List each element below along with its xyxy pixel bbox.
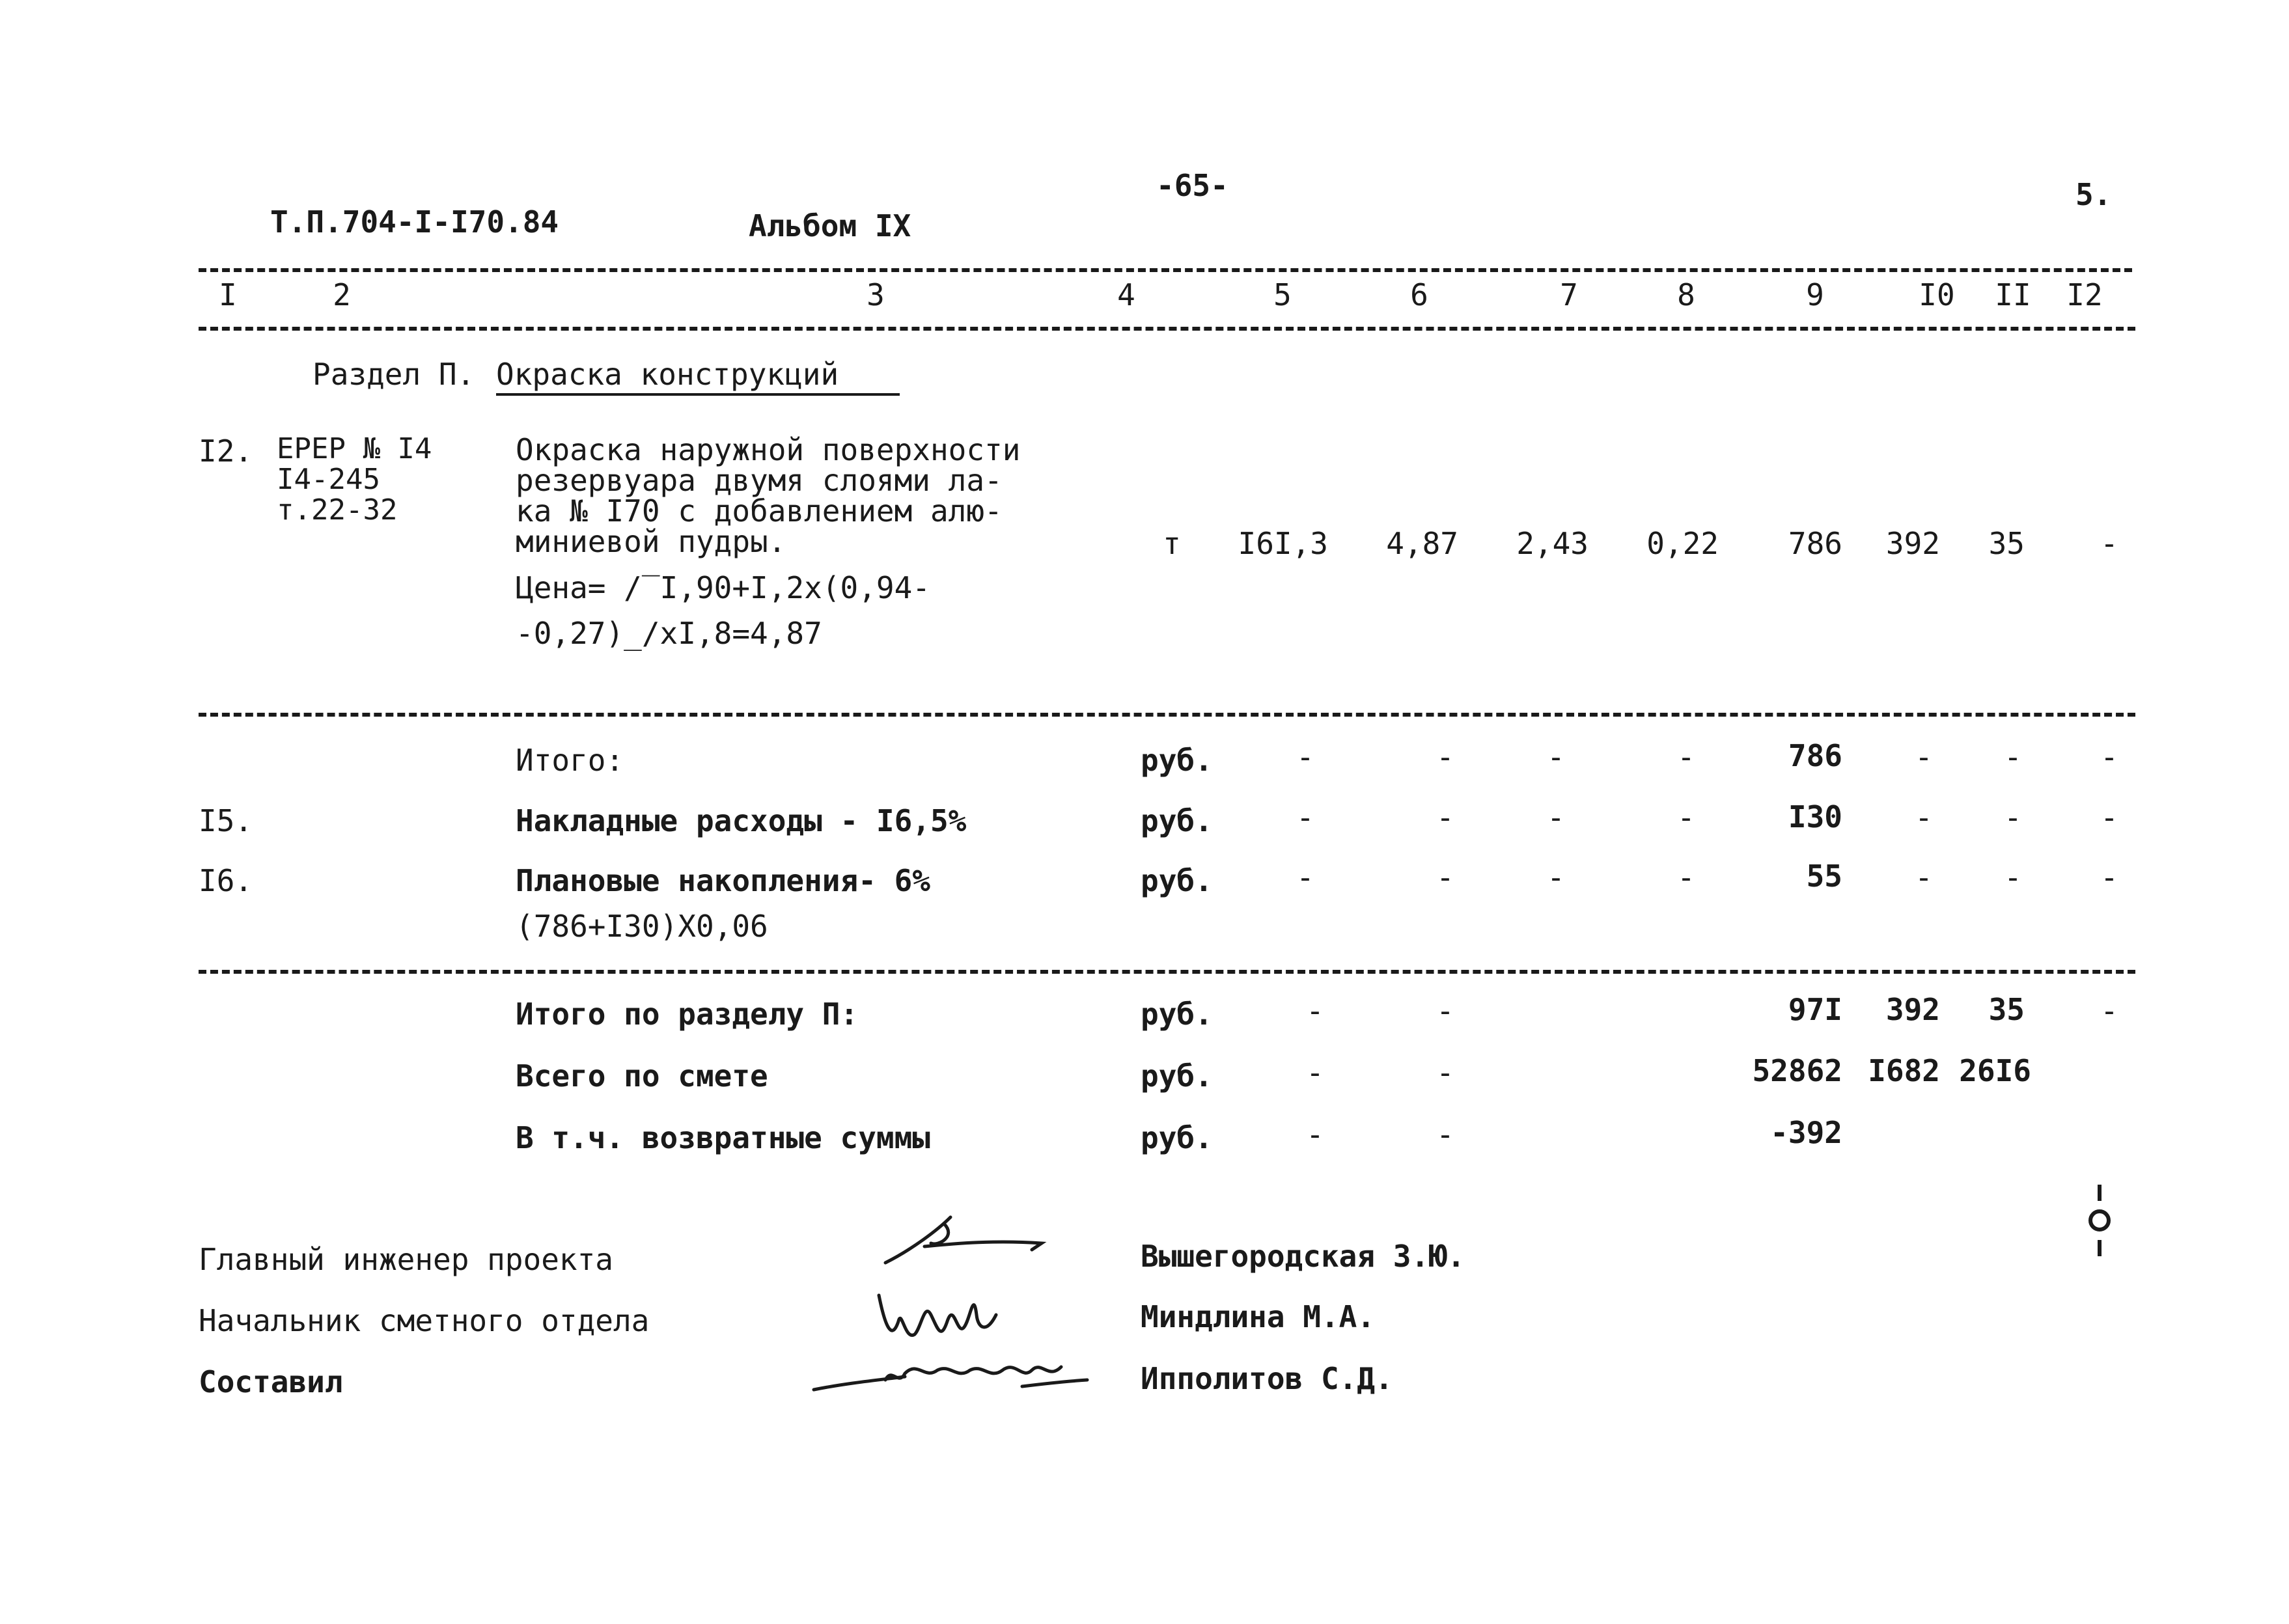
section-total-col6: - (1436, 993, 1454, 1028)
item15-col5: - (1296, 800, 1314, 835)
grand-total-col10: I682 (1868, 1053, 1940, 1088)
item16-label: Плановые накопления- 6% (516, 863, 930, 898)
item12-code-line-2: I4-245 (277, 463, 380, 496)
section-total-col11: 35 (1988, 992, 2025, 1027)
subtotal-col12: - (2100, 739, 2118, 775)
column-header-12: I2 (2066, 277, 2103, 312)
refund-col9: -392 (1770, 1115, 1842, 1150)
refund-col5: - (1306, 1117, 1324, 1152)
signature-name-2: Миндлина М.А. (1141, 1299, 1376, 1334)
item12-desc-line-3: ка № I70 с добавлением алю- (516, 493, 1003, 529)
section-total-unit: руб. (1141, 997, 1213, 1032)
page-number: -65- (1156, 168, 1228, 203)
item12-desc-line-1: Окраска наружной поверхности (516, 432, 1021, 467)
section-total-col9: 97I (1788, 992, 1842, 1027)
header-bottom-rule (199, 327, 2135, 331)
column-header-11: II (1995, 277, 2031, 312)
grand-total-col5: - (1306, 1055, 1324, 1090)
subtotal-col10: - (1915, 739, 1933, 775)
signature-name-3: Ипполитов С.Д. (1141, 1361, 1393, 1396)
sheet-mark: 5. (2075, 177, 2112, 212)
item12-code-line-3: т.22-32 (277, 493, 398, 527)
section-prefix: Раздел П. (312, 357, 475, 392)
item15-unit: руб. (1141, 803, 1213, 838)
item15-col12: - (2100, 800, 2118, 835)
subtotal-col9: 786 (1788, 738, 1842, 773)
item15-col8: - (1677, 800, 1695, 835)
column-header-8: 8 (1677, 277, 1695, 312)
subtotal-col11: - (2004, 739, 2022, 775)
section-total-col12: - (2100, 993, 2118, 1028)
grand-total-col6: - (1436, 1055, 1454, 1090)
handwritten-signature-3 (807, 1341, 1094, 1399)
handwritten-signature-1 (866, 1211, 1061, 1269)
column-header-1: I (219, 277, 237, 312)
signature-role-3: Составил (199, 1364, 343, 1399)
column-header-7: 7 (1560, 277, 1578, 312)
refund-label: В т.ч. возвратные суммы (516, 1120, 930, 1155)
subtotal-col8: - (1677, 739, 1695, 775)
grand-total-label: Всего по смете (516, 1058, 768, 1094)
item16-formula: (786+I30)Х0,06 (516, 909, 768, 944)
item12-price-line-2: -0,27)_/хI,8=4,87 (516, 616, 822, 651)
item12-price-line-1: Цена= /‾I,90+I,2х(0,94- (516, 570, 930, 605)
signature-role-1: Главный инженер проекта (199, 1242, 613, 1277)
subtotal-label: Итого: (516, 743, 624, 778)
item12-code-line-1: ЕРЕР № I4 (277, 432, 432, 465)
item15-col6: - (1436, 800, 1454, 835)
item16-number: I6. (199, 863, 253, 898)
section-title: Окраска конструкций (496, 359, 900, 396)
header-top-rule (199, 268, 2132, 272)
subtotal-col5: - (1296, 739, 1314, 775)
item12-col9: 786 (1788, 526, 1842, 561)
item15-label: Накладные расходы - I6,5% (516, 803, 967, 838)
item12-col10: 392 (1885, 526, 1940, 561)
grand-total-col9: 52862 (1752, 1053, 1842, 1088)
column-header-3: 3 (867, 277, 885, 312)
item15-col7: - (1547, 800, 1565, 835)
item16-col12: - (2100, 860, 2118, 895)
subtotal-unit: руб. (1141, 743, 1213, 778)
album-label: Альбом IX (749, 208, 911, 243)
column-header-9: 9 (1806, 277, 1824, 312)
item12-col12: - (2100, 526, 2118, 561)
item12-col7: 2,43 (1516, 526, 1588, 561)
column-header-2: 2 (333, 277, 351, 312)
item12-col5: I6I,3 (1238, 526, 1328, 561)
item16-col7: - (1547, 860, 1565, 895)
item15-col10: - (1915, 800, 1933, 835)
item12-col11: 35 (1988, 526, 2025, 561)
grand-total-col11: 26I6 (1959, 1053, 2031, 1088)
item12-col6: 4,87 (1386, 526, 1458, 561)
item12-desc-line-4: миниевой пудры. (516, 524, 786, 559)
column-header-5: 5 (1273, 277, 1292, 312)
item15-number: I5. (199, 803, 253, 838)
item16-unit: руб. (1141, 863, 1213, 898)
signature-role-2: Начальник сметного отдела (199, 1303, 650, 1338)
subtotal-col7: - (1547, 739, 1565, 775)
item12-desc-line-2: резервуара двумя слоями ла- (516, 463, 1003, 498)
margin-mark (2087, 1181, 2113, 1259)
refund-unit: руб. (1141, 1120, 1213, 1155)
item15-col9: I30 (1788, 799, 1842, 834)
column-header-6: 6 (1410, 277, 1428, 312)
section-total-col5: - (1306, 993, 1324, 1028)
refund-col6: - (1436, 1117, 1454, 1152)
item15-col11: - (2004, 800, 2022, 835)
item16-col11: - (2004, 860, 2022, 895)
subtotal-col6: - (1436, 739, 1454, 775)
item16-col5: - (1296, 860, 1314, 895)
item12-unit: т (1163, 526, 1181, 561)
grand-total-unit: руб. (1141, 1058, 1213, 1094)
item12-bottom-rule (199, 713, 2135, 717)
item16-col10: - (1915, 860, 1933, 895)
column-header-10: I0 (1919, 277, 1955, 312)
totals-top-rule (199, 970, 2135, 974)
item16-col8: - (1677, 860, 1695, 895)
column-header-4: 4 (1117, 277, 1135, 312)
section-total-label: Итого по разделу П: (516, 997, 859, 1032)
item16-col9: 55 (1806, 859, 1842, 894)
item12-number: I2. (199, 434, 253, 469)
section-total-col10: 392 (1885, 992, 1940, 1027)
item16-col6: - (1436, 860, 1454, 895)
signature-name-1: Вышегородская З.Ю. (1141, 1239, 1465, 1274)
item12-col8: 0,22 (1646, 526, 1719, 561)
doc-code: Т.П.704-I-I70.84 (270, 204, 559, 240)
